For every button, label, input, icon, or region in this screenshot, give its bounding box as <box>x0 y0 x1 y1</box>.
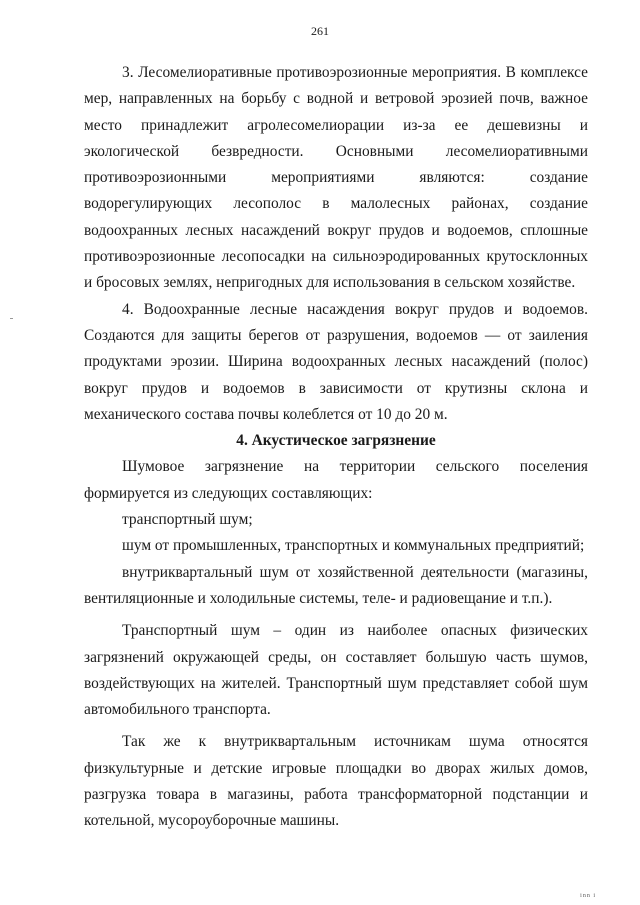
paragraph-forest-melioration: 3. Лесомелиоративные противоэрозионные мероприятия. В комплексе мер, направленных на борьбу с водной и ветровой эрозией почв, важное место принадлежит агролесомелиорации из-за ее дешевизны и экологической безвредности. Основными лесомелиоративными противоэрозионными мероприятиями являются: создание водорегулирующих лесополос в малолесных районах, создание водоохранных лесных насаждений вокруг прудов и водоемов, сплошные противоэрозионные лесопосадки на сильноэродированных крутосклонных и бросовых землях, непригодных для использования в сельском хозяйстве. <box>84 64 588 292</box>
paragraph-noise-intro: Шумовое загрязнение на территории сельского поселения формируется из следующих составляющих: <box>84 458 588 502</box>
footer-mark: inn i <box>580 893 596 899</box>
list-item-transport-noise: транспортный шум; <box>122 511 253 529</box>
page-number: 261 <box>311 24 329 38</box>
paragraph-intra-block-sources: Так же к внутриквартальным источникам шума относятся физкультурные и детские игровые площадки во дворах жилых домов, разгрузка товара в магазины, работа трансформаторной подстанции и котельной, мусороуборочные машины. <box>84 733 588 830</box>
margin-mark <box>10 318 13 319</box>
document-body <box>84 60 588 835</box>
paragraph-water-protection-plantings: 4. Водоохранные лесные насаждения вокруг прудов и водоемов. Создаются для защиты берегов от разрушения, водоемов — от заиления продуктами эрозии. Ширина водоохранных лесных насаждений (полос) вокруг прудов и водоемов в зависимости от крутизны склона и механического состава почвы колеблется от 10 до 20 м. <box>84 300 588 423</box>
paragraph-transport-noise: Транспортный шум – один из наиболее опасных физических загрязнений окружающей среды, он составляет большую часть шумов, воздействующих на жителей. Транспортный шум представляет собой шум автомобильного транспорта. <box>84 622 588 719</box>
section-heading-acoustic-pollution: 4. Акустическое загрязнение <box>236 432 436 450</box>
list-item-enterprise-noise: шум от промышленных, транспортных и коммунальных предприятий; <box>122 537 585 555</box>
list-item-intra-block-noise: внутриквартальный шум от хозяйственной деятельности (магазины, вентиляционные и холодильные системы, теле- и радиовещание и т.п.). <box>84 563 588 607</box>
